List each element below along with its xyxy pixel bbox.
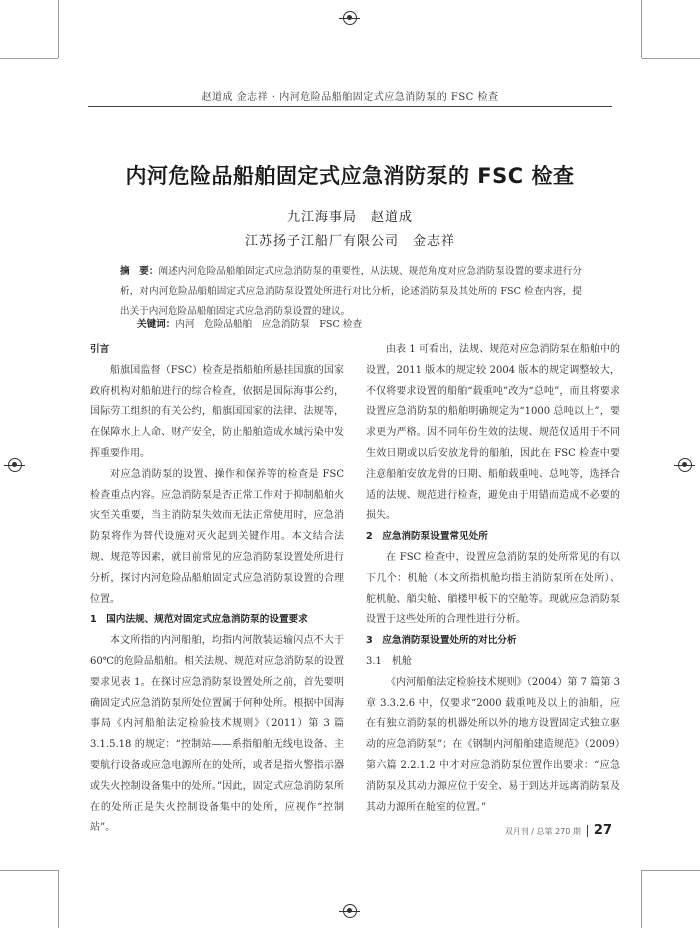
section-heading-2: 2 应急消防泵设置常见处所 xyxy=(366,531,488,543)
keywords xyxy=(137,316,362,330)
paragraph: 由表 1 可看出，法规、规范对应急消防泵在船舶中的设置，2011 版本的规定较 2004 版本的规定调整较大，不仅将要求设置的船舶“载重吨”改为“总吨”，而且将要求设置应急消防泵的船舶明确规定为“1000 总吨以上”，要求更为严格。因不同年份生效的法规、规范仅适用于不同生效日期或以后安放龙骨的船舶，因此在 FSC 检查中要注意船舶安放龙骨的日期、船舶载重吨、总吨等，选择合适的法规、规范进行检查，避免由于用错而造成不必要的损失。 xyxy=(366,344,620,522)
left-column xyxy=(90,340,344,839)
keywords-label: 关键词： xyxy=(137,319,176,330)
paragraph: 对应急消防泵的设置、操作和保养等的检查是 FSC 检查重点内容。应急消防泵是否正常工作对于抑制船舶火灾至关重要，当主消防泵失效而无法正常使用时，应急消防泵将作为替代设施对灭火起到关键作用。本文结合法规、规范等因素，就目前常见的应急消防泵设置处所进行分析，探讨内河危险品船舶固定式应急消防泵设置的合理位置。 xyxy=(90,468,344,605)
running-header: 赵道成 金志祥 · 内河危险品船舶固定式应急消防泵的 FSC 检查 xyxy=(201,92,499,103)
page-number: 27 xyxy=(587,825,612,837)
registration-mark-left-icon xyxy=(8,458,22,472)
subsection-heading-3-1: 3.1 机舱 xyxy=(366,655,412,667)
registration-mark-top-icon xyxy=(343,11,357,25)
section-heading-3: 3 应急消防泵设置处所的对比分析 xyxy=(366,635,517,647)
page-footer xyxy=(505,825,612,837)
crop-mark xyxy=(641,870,642,928)
section-heading-1: 1 国内法规、规范对固定式应急消防泵的设置要求 xyxy=(90,614,308,626)
crop-mark xyxy=(58,870,59,928)
abstract-label: 摘 要： xyxy=(120,266,159,277)
crop-mark xyxy=(58,0,59,58)
crop-mark xyxy=(0,870,58,871)
issue-label: 双月刊 / 总第 270 期 xyxy=(504,826,581,836)
keywords-text: 内河 危险品船舶 应急消防泵 FSC 检查 xyxy=(175,319,363,330)
paragraph: 船旗国监督（FSC）检查是指船舶所悬挂国旗的国家政府机构对船舶进行的综合检查，依据是国际海事公约，国际劳工组织的有关公约，船旗国国家的法律、法规等，在保障水上人命、财产安全，防止船舶造成水域污染中发挥重要作用。 xyxy=(90,364,344,459)
abstract xyxy=(120,262,582,322)
right-column xyxy=(366,340,620,818)
author-line-1: 九江海事局 赵道成 xyxy=(286,210,413,225)
page-title: 内河危险品船舶固定式应急消防泵的 FSC 检查 xyxy=(125,164,575,188)
paragraph: 在 FSC 检查中，设置应急消防泵的处所常见的有以下几个：机舱（本文所指机舱均指主消防泵所在处所）、舵机舱、艏尖舱、艏楼甲板下的空舱等。现就应急消防泵设置于这些处所的合理性进行分析。 xyxy=(366,551,620,626)
abstract-text: 阐述内河危险品船舶固定式应急消防泵的重要性，从法规、规范角度对应急消防泵设置的要求进行分析，对内河危险品船舶固定式应急消防泵设置处所进行对比分析，论述消防泵及其处所的 FSC 检查内容，提出关于内河危险品船舶固定式应急消防泵设置的建议。 xyxy=(120,266,583,317)
registration-mark-right-icon xyxy=(678,458,692,472)
paragraph: 本文所指的内河船舶，均指内河散装运输闪点不大于 60℃的危险品船舶。相关法规、规范对应急消防泵的设置要求见表 1。在探讨应急消防泵设置处所之前，首先要明确固定式应急消防泵所处位置属于何种处所。根据中国海事局《内河船舶法定检验技术规则》（2011）第 3 篇 3.1.5.18 的规定：“控制站——系指船舶无线电设备、主要航行设备或应急电源所在的处所，或者是指火警指示器或失火控制设备集中的处所。”因此，固定式应急消防泵所在的处所正是失火控制设备集中的处所，应视作“控制站”。 xyxy=(90,635,344,834)
crop-mark xyxy=(641,0,642,58)
paragraph: 《内河船舶法定检验技术规则》（2004）第 7 篇第 3 章 3.3.2.6 中，仅要求“2000 载重吨及以上的油船，应在有独立消防泵的机器处所以外的地方设置固定式独立驱动的应急消防泵”；在《钢制内河船舶建造规范》（2009）第六篇 2.2.1.2 中才对应急消防泵位置作出要求：“应急消防泵及其动力源应位于安全、易于到达并远离消防泵及其动力源所在舱室的位置。” xyxy=(366,676,620,813)
author-line-2: 江苏扬子江船厂有限公司 金志祥 xyxy=(244,234,455,249)
section-heading-intro: 引言 xyxy=(90,344,110,355)
crop-mark xyxy=(642,58,700,59)
registration-mark-bottom-icon xyxy=(343,904,357,918)
crop-mark xyxy=(0,58,58,59)
header-rule xyxy=(88,106,612,107)
crop-mark xyxy=(642,870,700,871)
